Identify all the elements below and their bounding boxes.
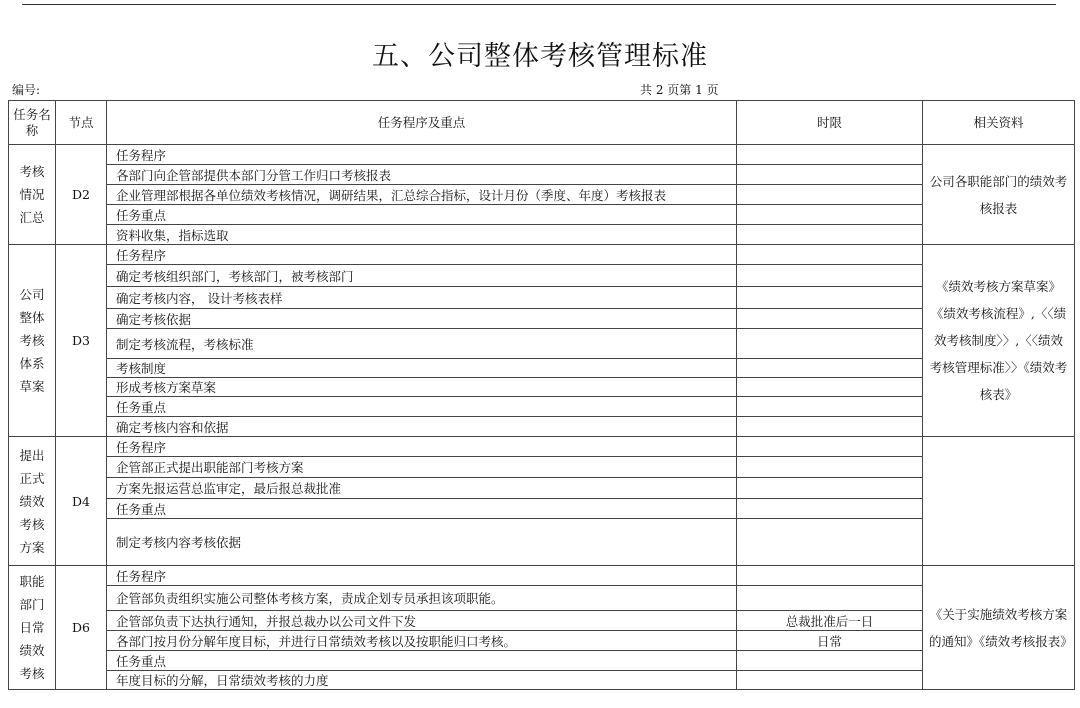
table-row xyxy=(9,185,1075,205)
procedure-cell: 各部门按月份分解年度目标，并进行日常绩效考核以及按职能归口考核。 xyxy=(107,631,737,651)
time-limit-cell xyxy=(737,437,923,457)
time-limit-cell xyxy=(737,359,923,378)
time-limit-cell xyxy=(737,287,923,309)
header-node: 节点 xyxy=(56,101,107,145)
table-row xyxy=(9,631,1075,651)
header-time-limit: 时限 xyxy=(737,101,923,145)
table-row xyxy=(9,586,1075,611)
table-row xyxy=(9,457,1075,478)
procedure-cell: 任务程序 xyxy=(107,437,737,457)
table-row xyxy=(9,329,1075,359)
procedure-cell: 任务程序 xyxy=(107,145,737,165)
time-limit-cell xyxy=(737,205,923,225)
time-limit-cell xyxy=(737,417,923,437)
procedure-cell: 企管部负责组织实施公司整体考核方案，责成企划专员承担该项职能。 xyxy=(107,586,737,611)
table-row xyxy=(9,566,1075,586)
table-row xyxy=(9,225,1075,245)
table-row xyxy=(9,651,1075,671)
procedure-cell: 制定考核内容考核依据 xyxy=(107,519,737,566)
page-info: 共 2 页第 1 页 xyxy=(640,83,719,97)
time-limit-cell xyxy=(737,225,923,245)
table-row xyxy=(9,499,1075,519)
table-row xyxy=(9,671,1075,690)
table-row xyxy=(9,611,1075,631)
procedure-cell: 企管部正式提出职能部门考核方案 xyxy=(107,457,737,478)
procedure-cell: 企管部负责下达执行通知，并报总裁办以公司文件下发 xyxy=(107,611,737,631)
related-materials-cell: 《关于实施绩效考核方案的通知》《绩效考核报表》 xyxy=(923,566,1075,690)
table-body xyxy=(9,145,1075,690)
related-materials-cell: 公司各职能部门的绩效考核报表 xyxy=(923,145,1075,245)
node-cell: D3 xyxy=(56,245,107,437)
time-limit-cell: 总裁批准后一日 xyxy=(737,611,923,631)
procedure-cell: 资料收集，指标选取 xyxy=(107,225,737,245)
node-cell: D6 xyxy=(56,566,107,690)
related-materials-cell: 《绩效考核方案草案》《绩效考核流程》,〈〈绩效考核制度〉〉,〈〈绩效考核管理标准〉〉《绩效考核表》 xyxy=(923,245,1075,437)
time-limit-cell xyxy=(737,457,923,478)
table-row xyxy=(9,478,1075,499)
time-limit-cell xyxy=(737,245,923,265)
procedure-cell: 形成考核方案草案 xyxy=(107,378,737,397)
node-cell: D4 xyxy=(56,437,107,566)
procedure-cell: 确定考核内容， 设计考核表样 xyxy=(107,287,737,309)
procedure-cell: 任务重点 xyxy=(107,205,737,225)
table-row xyxy=(9,165,1075,185)
header-procedure: 任务程序及重点 xyxy=(107,101,737,145)
table-row xyxy=(9,145,1075,165)
time-limit-cell xyxy=(737,185,923,205)
task-name-cell: 公司整体考核体系草案 xyxy=(9,245,56,437)
procedure-cell: 考核制度 xyxy=(107,359,737,378)
time-limit-cell xyxy=(737,651,923,671)
procedure-cell: 确定考核组织部门，考核部门，被考核部门 xyxy=(107,265,737,287)
time-limit-cell xyxy=(737,671,923,690)
time-limit-cell xyxy=(737,145,923,165)
table-row xyxy=(9,359,1075,378)
table-row xyxy=(9,287,1075,309)
procedure-cell: 确定考核内容和依据 xyxy=(107,417,737,437)
table-row xyxy=(9,265,1075,287)
procedure-cell: 任务程序 xyxy=(107,245,737,265)
procedure-cell: 确定考核依据 xyxy=(107,309,737,329)
time-limit-cell xyxy=(737,378,923,397)
document-title: 五、公司整体考核管理标准 xyxy=(372,41,708,72)
procedure-cell: 方案先报运营总监审定，最后报总裁批准 xyxy=(107,478,737,499)
table-row xyxy=(9,417,1075,437)
table-row xyxy=(9,437,1075,457)
top-divider xyxy=(22,4,1056,5)
table-row xyxy=(9,205,1075,225)
time-limit-cell xyxy=(737,265,923,287)
procedure-cell: 企业管理部根据各单位绩效考核情况，调研结果，汇总综合指标，设计月份（季度、年度）考核报表 xyxy=(107,185,737,205)
time-limit-cell xyxy=(737,478,923,499)
procedure-cell: 制定考核流程，考核标准 xyxy=(107,329,737,359)
procedure-cell: 各部门向企管部提供本部门分管工作归口考核报表 xyxy=(107,165,737,185)
table-row xyxy=(9,397,1075,417)
procedure-cell: 任务重点 xyxy=(107,499,737,519)
table-row xyxy=(9,245,1075,265)
time-limit-cell xyxy=(737,566,923,586)
table-row xyxy=(9,519,1075,566)
table-row xyxy=(9,309,1075,329)
time-limit-cell xyxy=(737,499,923,519)
time-limit-cell xyxy=(737,165,923,185)
related-materials-cell xyxy=(923,437,1075,566)
task-name-cell: 提出正式绩效考核方案 xyxy=(9,437,56,566)
procedure-cell: 年度目标的分解，日常绩效考核的力度 xyxy=(107,671,737,690)
task-name-cell: 考核情况汇总 xyxy=(9,145,56,245)
serial-number-label: 编号: xyxy=(12,83,41,97)
header-task-name: 任务名称 xyxy=(9,101,56,145)
management-standard-table xyxy=(8,100,1075,690)
table-row xyxy=(9,378,1075,397)
time-limit-cell xyxy=(737,397,923,417)
time-limit-cell xyxy=(737,329,923,359)
header-materials: 相关资料 xyxy=(923,101,1075,145)
procedure-cell: 任务重点 xyxy=(107,397,737,417)
node-cell: D2 xyxy=(56,145,107,245)
procedure-cell: 任务程序 xyxy=(107,566,737,586)
time-limit-cell xyxy=(737,519,923,566)
table-header-row xyxy=(9,101,1075,145)
task-name-cell: 职能部门日常绩效考核 xyxy=(9,566,56,690)
time-limit-cell: 日常 xyxy=(737,631,923,651)
procedure-cell: 任务重点 xyxy=(107,651,737,671)
time-limit-cell xyxy=(737,586,923,611)
time-limit-cell xyxy=(737,309,923,329)
